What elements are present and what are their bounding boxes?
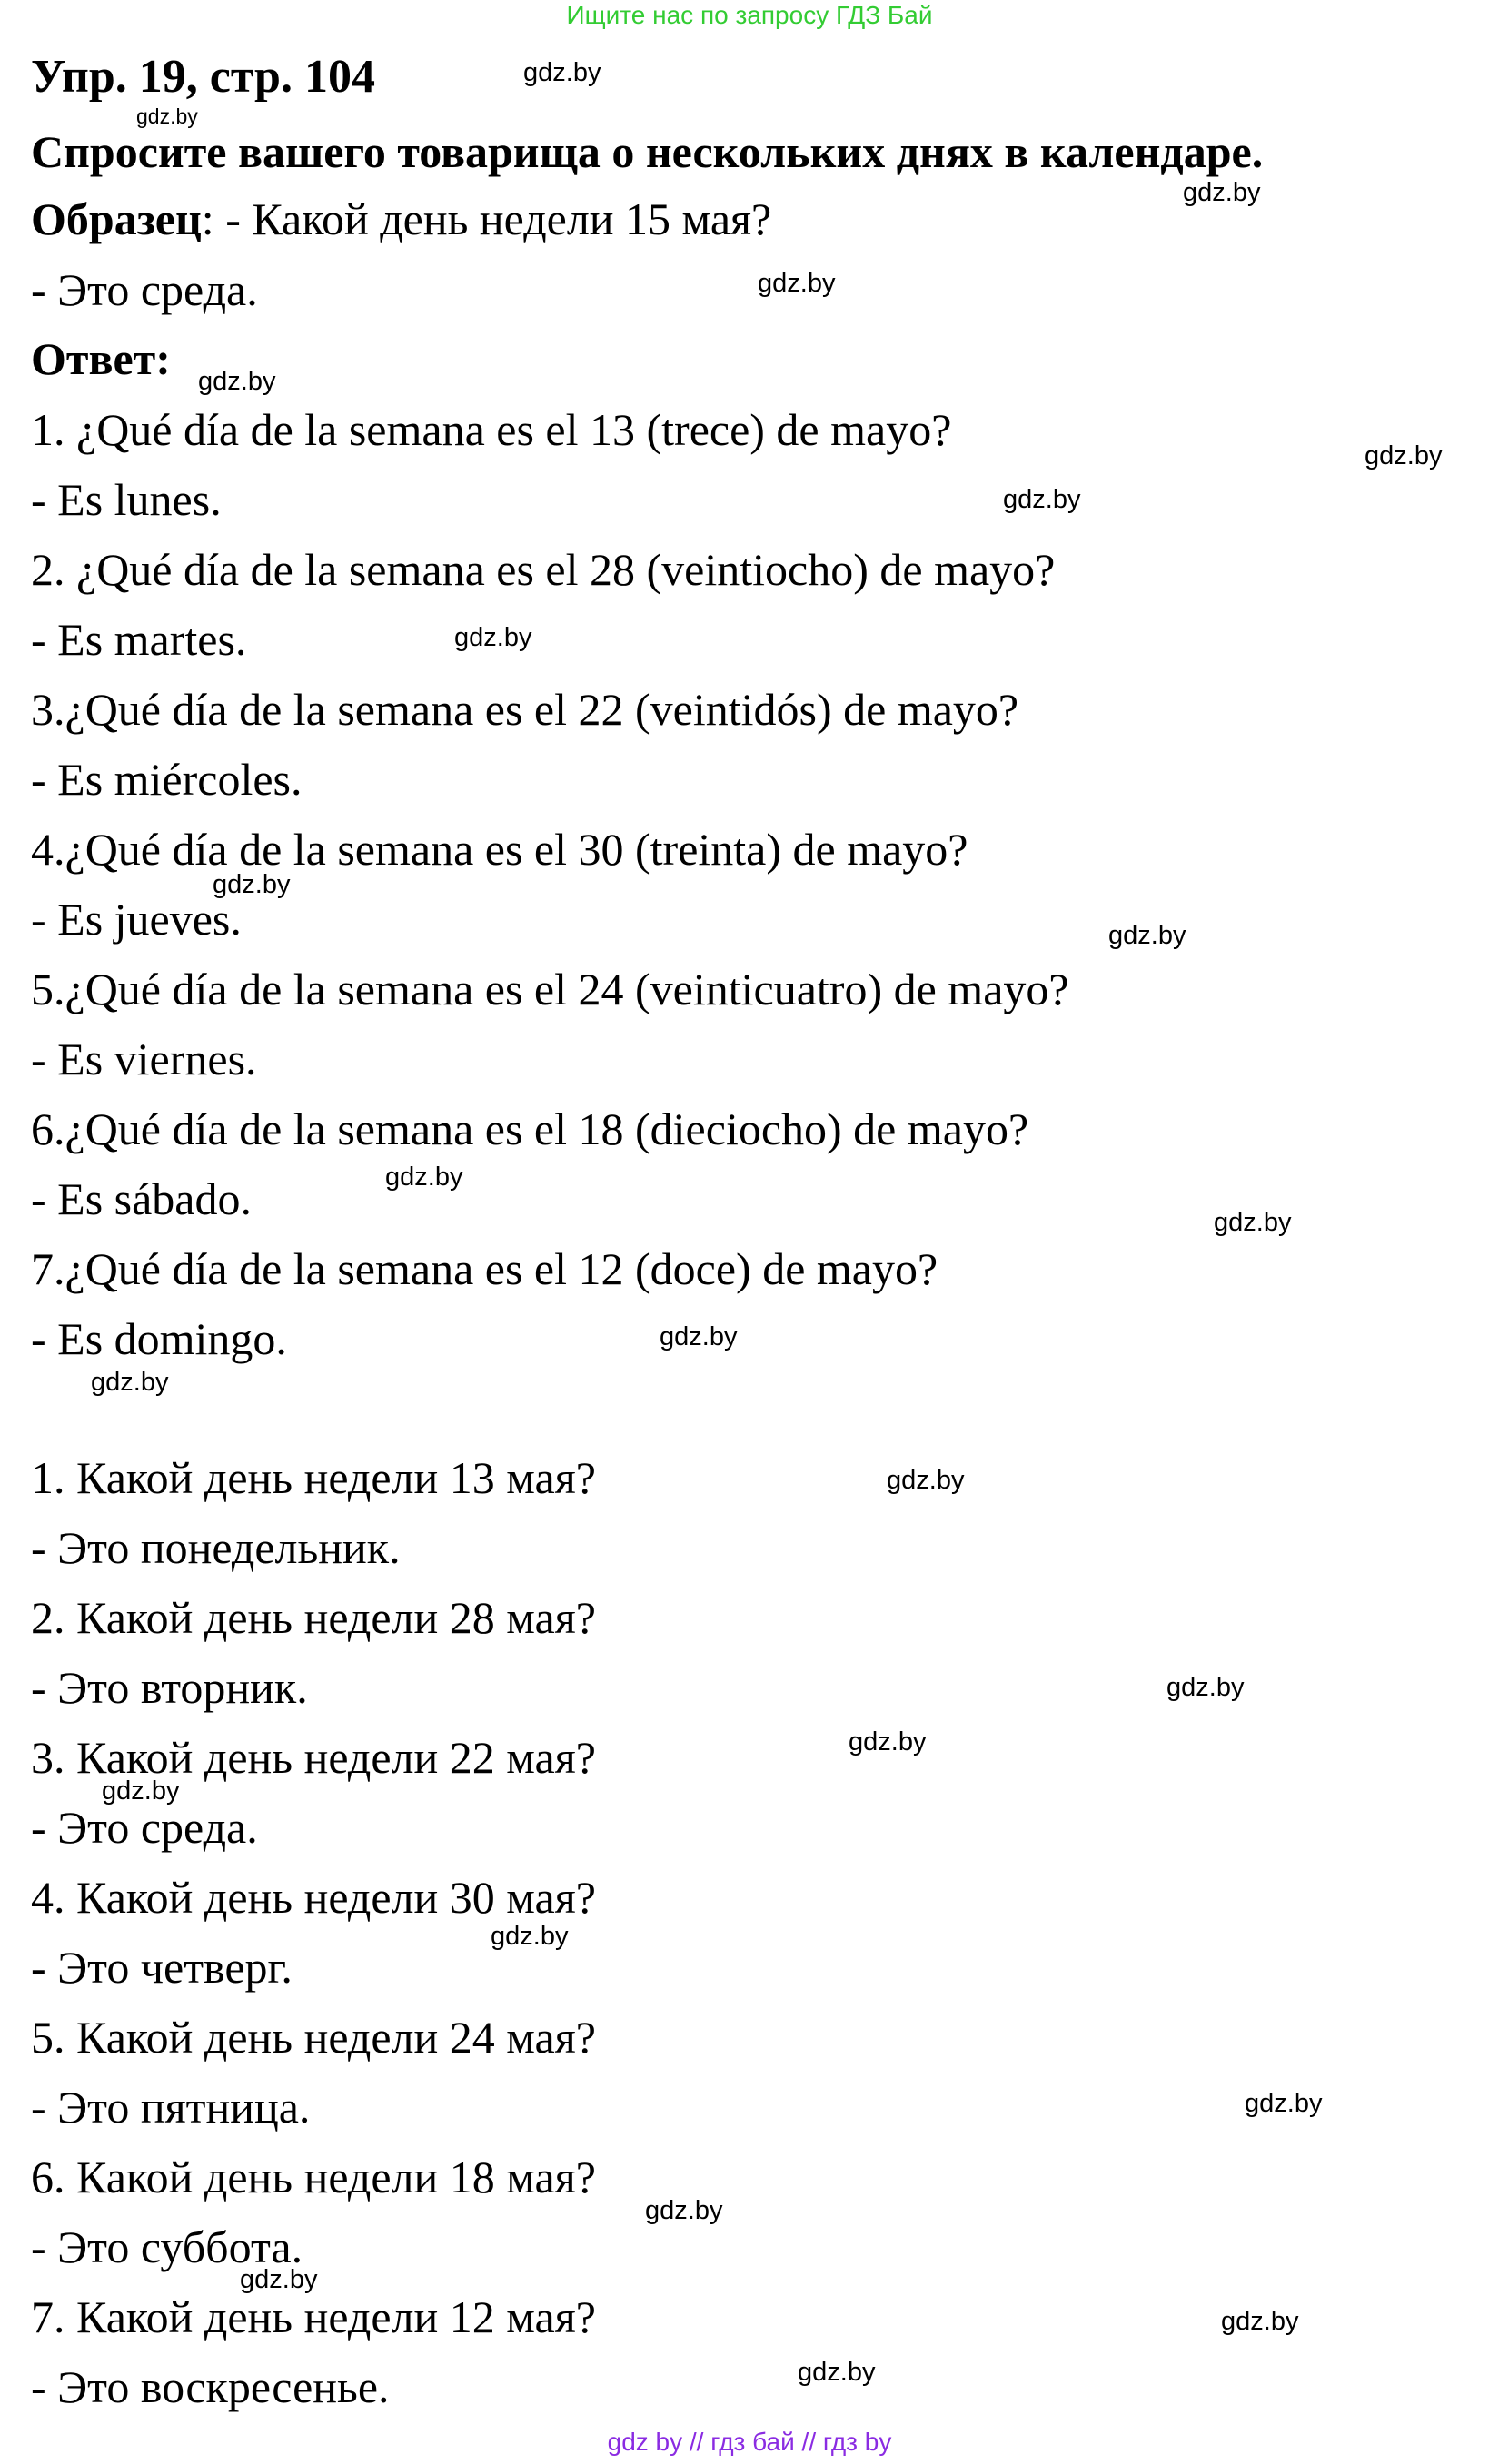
watermark: gdz.by bbox=[849, 1727, 927, 1756]
watermark: gdz.by bbox=[1166, 1673, 1245, 1702]
russian-answer-4: - Это четверг. bbox=[31, 1942, 293, 1993]
russian-answer-2: - Это вторник. bbox=[31, 1662, 308, 1713]
watermark: gdz.by bbox=[213, 870, 291, 899]
bottom-banner[interactable]: gdz by // гдз бай // гдз by bbox=[607, 2428, 892, 2456]
sample-text: : - Какой день недели 15 мая? bbox=[201, 193, 772, 244]
russian-question-2: 2. Какой день недели 28 мая? bbox=[31, 1592, 596, 1643]
watermark: gdz.by bbox=[1183, 178, 1261, 207]
russian-answer-6: - Это суббота. bbox=[31, 2222, 303, 2272]
spanish-answer-3: - Es miércoles. bbox=[31, 754, 303, 805]
russian-question-4: 4. Какой день недели 30 мая? bbox=[31, 1872, 596, 1923]
spanish-question-7: 7.¿Qué día de la semana es el 12 (doce) de mayo? bbox=[31, 1243, 938, 1294]
watermark: gdz.by bbox=[198, 367, 276, 396]
spanish-question-5: 5.¿Qué día de la semana es el 24 (veinticuatro) de mayo? bbox=[31, 964, 1069, 1014]
spanish-answer-7: - Es domingo. bbox=[31, 1313, 287, 1364]
watermark: gdz.by bbox=[798, 2358, 876, 2387]
spanish-question-4: 4.¿Qué día de la semana es el 30 (treinta) de mayo? bbox=[31, 824, 968, 875]
spanish-answer-6: - Es sábado. bbox=[31, 1173, 252, 1224]
russian-question-7: 7. Какой день недели 12 мая? bbox=[31, 2291, 596, 2342]
watermark: gdz.by bbox=[660, 1322, 738, 1351]
top-banner[interactable]: Ищите нас по запросу ГДЗ Бай bbox=[566, 1, 933, 29]
watermark: gdz.by bbox=[523, 58, 601, 87]
russian-answer-1: - Это понедельник. bbox=[31, 1522, 401, 1573]
watermark: gdz.by bbox=[1245, 2089, 1323, 2118]
watermark: gdz.by bbox=[645, 2196, 723, 2225]
answer-label: Ответ: bbox=[31, 333, 171, 384]
sample-label: Образец bbox=[31, 193, 202, 244]
russian-question-6: 6. Какой день недели 18 мая? bbox=[31, 2152, 596, 2202]
spanish-question-3: 3.¿Qué día de la semana es el 22 (veintidós) de mayo? bbox=[31, 684, 1019, 735]
watermark: gdz.by bbox=[136, 104, 198, 128]
watermark: gdz.by bbox=[1108, 921, 1186, 950]
spanish-question-2: 2. ¿Qué día de la semana es el 28 (veintiocho) de mayo? bbox=[31, 544, 1056, 595]
watermark: gdz.by bbox=[385, 1163, 463, 1192]
russian-question-3: 3. Какой день недели 22 мая? bbox=[31, 1732, 596, 1783]
watermark: gdz.by bbox=[1214, 1208, 1292, 1237]
watermark: gdz.by bbox=[240, 2265, 318, 2294]
watermark: gdz.by bbox=[91, 1368, 169, 1397]
watermark: gdz.by bbox=[1003, 485, 1081, 514]
russian-answer-7: - Это воскресенье. bbox=[31, 2361, 390, 2412]
spanish-answer-1: - Es lunes. bbox=[31, 474, 222, 525]
spanish-question-6: 6.¿Qué día de la semana es el 18 (dieciocho) de mayo? bbox=[31, 1103, 1029, 1154]
watermark: gdz.by bbox=[758, 269, 836, 298]
watermark: gdz.by bbox=[887, 1466, 965, 1495]
sample-line bbox=[31, 193, 771, 245]
exercise-title: Упр. 19, стр. 104 bbox=[31, 51, 375, 103]
spanish-question-1: 1. ¿Qué día de la semana es el 13 (trece) de mayo? bbox=[31, 404, 952, 455]
russian-question-1: 1. Какой день недели 13 мая? bbox=[31, 1452, 596, 1503]
spanish-answer-2: - Es martes. bbox=[31, 614, 247, 665]
spanish-answer-4: - Es jueves. bbox=[31, 894, 242, 945]
sample-answer: - Это среда. bbox=[31, 264, 258, 315]
russian-question-5: 5. Какой день недели 24 мая? bbox=[31, 2012, 596, 2063]
watermark: gdz.by bbox=[1365, 441, 1443, 470]
watermark: gdz.by bbox=[102, 1776, 180, 1806]
spanish-answer-5: - Es viernes. bbox=[31, 1034, 257, 1084]
watermark: gdz.by bbox=[491, 1922, 569, 1951]
russian-answer-3: - Это среда. bbox=[31, 1802, 258, 1853]
task-text: Спросите вашего товарища о нескольких днях в календаре. bbox=[31, 126, 1264, 177]
watermark: gdz.by bbox=[1221, 2307, 1299, 2336]
watermark: gdz.by bbox=[454, 623, 532, 652]
russian-answer-5: - Это пятница. bbox=[31, 2082, 311, 2132]
